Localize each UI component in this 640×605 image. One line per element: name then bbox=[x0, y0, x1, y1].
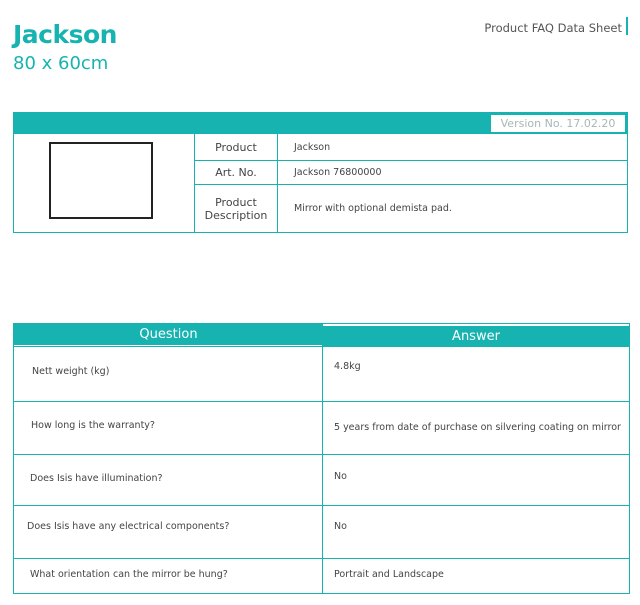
product-description-value: Mirror with optional demista pad. bbox=[294, 203, 452, 214]
faq-question: How long is the warranty? bbox=[31, 420, 155, 431]
product-label: Product bbox=[195, 134, 278, 161]
product-description-label: Product Description bbox=[195, 185, 278, 232]
page-title: Jackson bbox=[13, 20, 117, 49]
art-no-value: Jackson 76800000 bbox=[278, 161, 627, 185]
product-value: Jackson bbox=[278, 134, 627, 161]
faq-answer: 4.8kg bbox=[334, 361, 361, 372]
row-divider bbox=[14, 401, 629, 402]
page-subtitle: 80 x 60cm bbox=[13, 53, 109, 74]
document-type-label: Product FAQ Data Sheet bbox=[484, 21, 622, 35]
product-info-table bbox=[13, 112, 628, 233]
mirror-image bbox=[49, 142, 153, 219]
question-column-header: Question bbox=[14, 324, 323, 345]
art-no-label: Art. No. bbox=[195, 161, 278, 185]
product-image-cell bbox=[14, 134, 195, 232]
header-accent-bar bbox=[626, 17, 628, 35]
faq-question: Nett weight (kg) bbox=[32, 366, 110, 377]
row-divider bbox=[14, 505, 629, 506]
row-divider bbox=[14, 346, 629, 347]
column-divider bbox=[322, 324, 323, 593]
faq-answer: No bbox=[334, 521, 347, 532]
answer-column-header: Answer bbox=[323, 326, 629, 347]
faq-question: Does Isis have any electrical components? bbox=[27, 521, 230, 532]
faq-question: What orientation can the mirror be hung? bbox=[30, 569, 228, 580]
faq-question: Does Isis have illumination? bbox=[30, 473, 163, 484]
faq-answer: Portrait and Landscape bbox=[334, 569, 444, 580]
faq-table bbox=[13, 323, 630, 594]
faq-answer: No bbox=[334, 471, 347, 482]
row-divider bbox=[14, 454, 629, 455]
version-label: Version No. 17.02.20 bbox=[491, 115, 625, 132]
product-info-header-bar bbox=[14, 113, 627, 134]
row-divider bbox=[14, 558, 629, 559]
faq-answer: 5 years from date of purchase on silvering coating on mirror bbox=[334, 422, 621, 433]
